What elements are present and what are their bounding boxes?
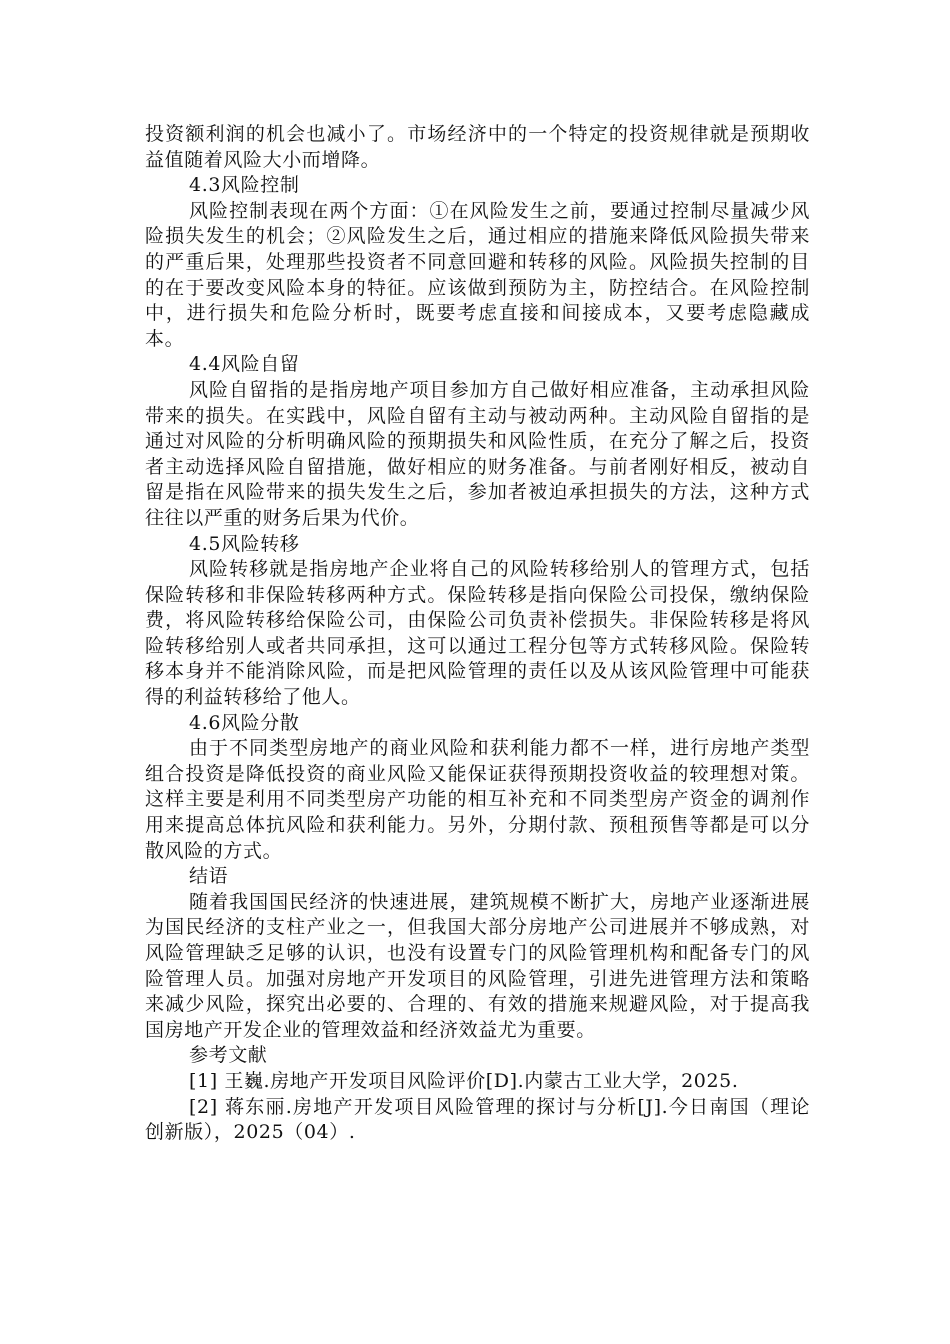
section-heading-references: 参考文献 [189, 1044, 268, 1067]
paragraph-conclusion: 随着我国国民经济的快速进展，建筑规模不断扩大，房地产业逐渐进展为国民经济的支柱产业之一，但我国大部分房地产公司进展并不够成熟，对风险管理缺乏足够的认识，也没有设置专门的风险管理机构和配备专门的风险管理人员。加强对房地产开发项目的风险管理，引进先进管理方法和策略来减少风险，探究出必要的、合理的、有效的措施来规避风险，对于提高我国房地产开发企业的管理效益和经济效益尤为重要。 [145, 890, 810, 1041]
paragraph-risk-transfer: 风险转移就是指房地产企业将自己的风险转移给别人的管理方式，包括保险转移和非保险转移两种方式。保险转移是指向保险公司投保，缴纳保险费，将风险转移给保险公司，由保险公司负责补偿损失。非保险转移是将风险转移给别人或者共同承担，这可以通过工程分包等方式转移风险。保险转移本身并不能消除风险，而是把风险管理的责任以及从该风险管理中可能获得的利益转移给了他人。 [145, 558, 810, 709]
intro-paragraph: 投资额利润的机会也减小了。市场经济中的一个特定的投资规律就是预期收益值随着风险大小而增降。 [145, 123, 810, 171]
section-heading-risk-retention: 4.4风险自留 [189, 353, 300, 376]
reference-item-2: [2] 蒋东丽.房地产开发项目风险管理的探讨与分析[J].今日南国（理论创新版），2025（04）. [145, 1095, 810, 1144]
section-heading-risk-diversification: 4.6风险分散 [189, 711, 300, 734]
reference-item-1: [1] 王巍.房地产开发项目风险评价[D].内蒙古工业大学，2025. [189, 1069, 739, 1092]
paragraph-risk-retention: 风险自留指的是指房地产项目参加方自己做好相应准备，主动承担风险带来的损失。在实践中，风险自留有主动与被动两种。主动风险自留指的是通过对风险的分析明确风险的预期损失和风险性质，在充分了解之后，投资者主动选择风险自留措施，做好相应的财务准备。与前者刚好相反，被动自留是指在风险带来的损失发生之后，参加者被迫承担损失的方法，这种方式往往以严重的财务后果为代价。 [145, 378, 810, 529]
section-heading-conclusion: 结语 [189, 865, 229, 888]
section-heading-risk-transfer: 4.5风险转移 [189, 532, 300, 555]
section-heading-risk-control: 4.3风险控制 [189, 174, 300, 197]
paragraph-risk-diversification: 由于不同类型房地产的商业风险和获利能力都不一样，进行房地产类型组合投资是降低投资的商业风险又能保证获得预期投资收益的较理想对策。这样主要是利用不同类型房产功能的相互补充和不同类型房产资金的调剂作用来提高总体抗风险和获利能力。另外，分期付款、预租预售等都是可以分散风险的方式。 [145, 737, 810, 862]
paragraph-risk-control: 风险控制表现在两个方面：①在风险发生之前，要通过控制尽量减少风险损失发生的机会；②风险发生之后，通过相应的措施来降低风险损失带来的严重后果，处理那些投资者不同意回避和转移的风险。风险损失控制的目的在于要改变风险本身的特征。应该做到预防为主，防控结合。在风险控制中，进行损失和危险分析时，既要考虑直接和间接成本，又要考虑隐藏成本。 [145, 199, 810, 350]
document-body [145, 122, 810, 1146]
